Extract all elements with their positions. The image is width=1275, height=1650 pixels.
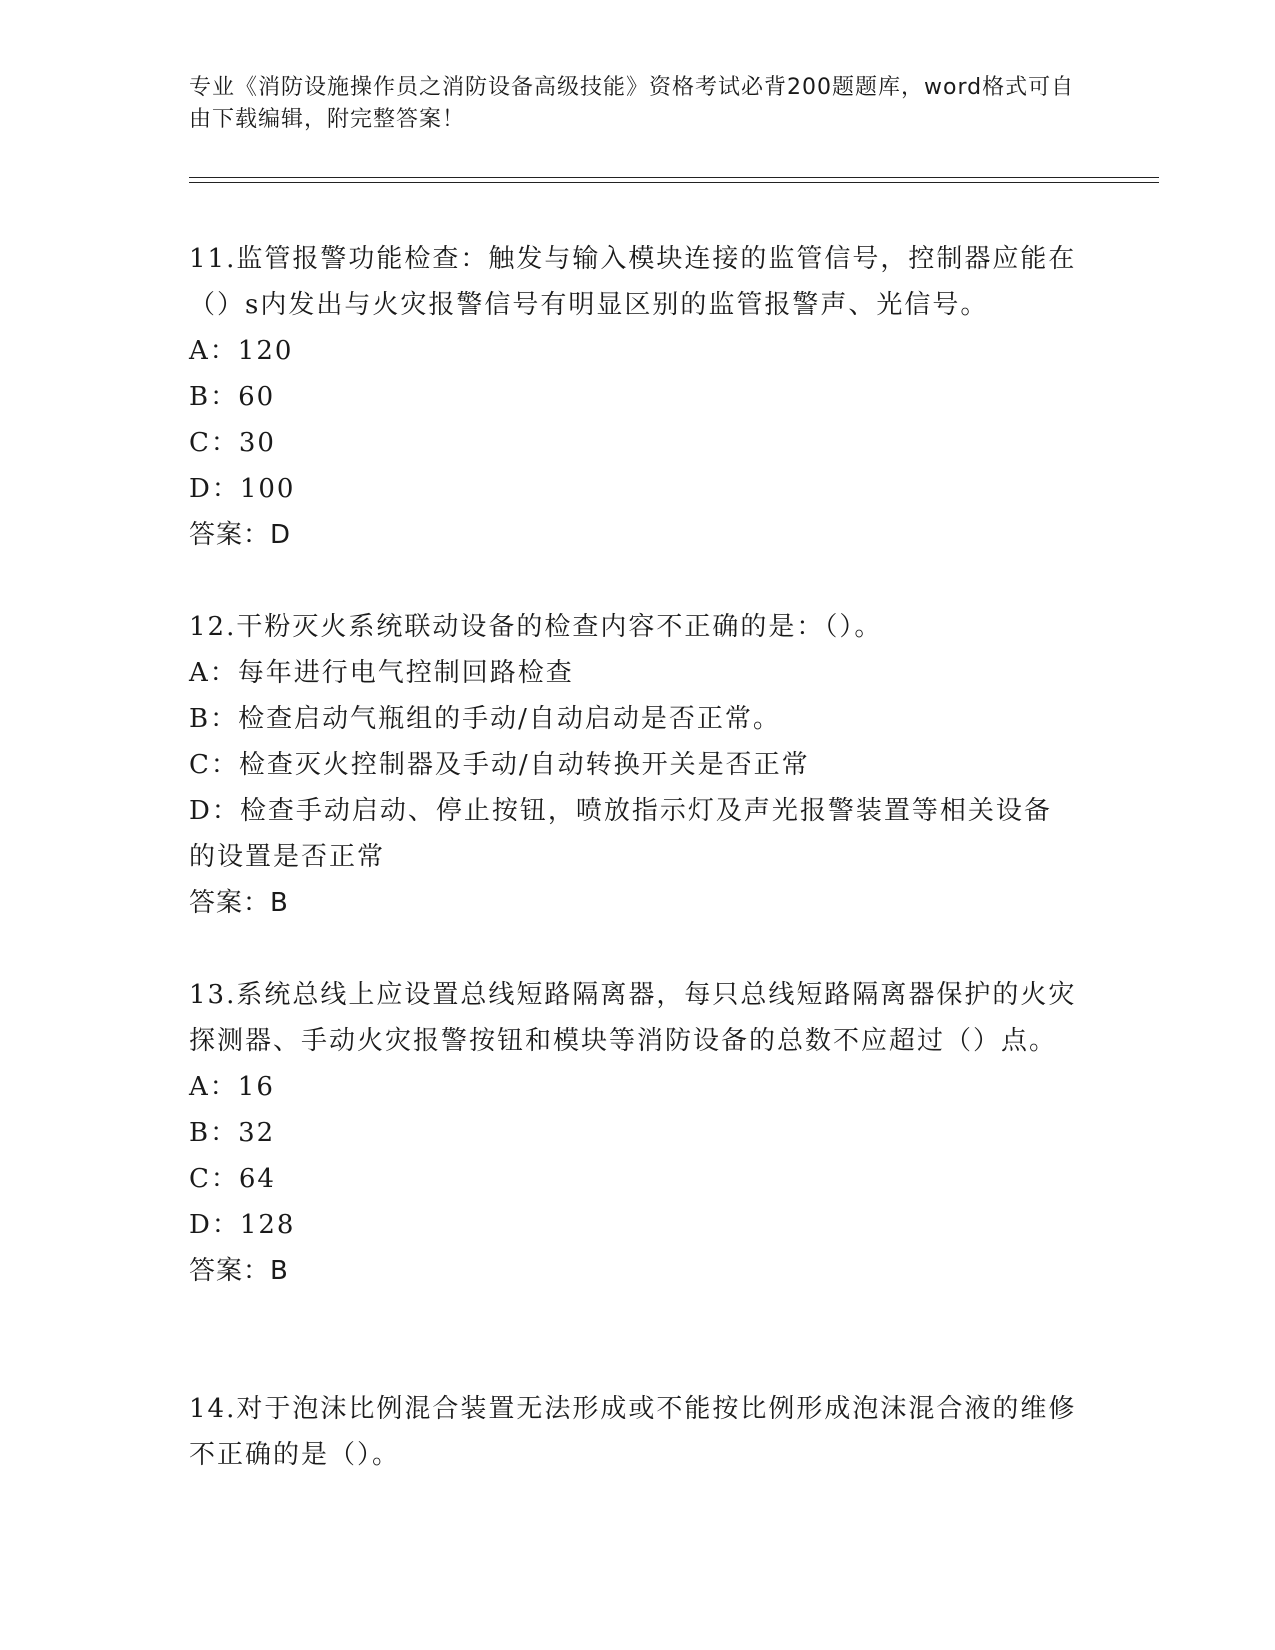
option-d: D：检查手动启动、停止按钮，喷放指示灯及声光报警装置等相关设备的设置是否正常 — [189, 796, 1052, 872]
answer: 答案：B — [189, 1256, 289, 1286]
option-c: C：64 — [189, 1164, 276, 1194]
option-c: C：30 — [189, 428, 276, 458]
option-d: D：128 — [189, 1210, 296, 1240]
option-a: A：120 — [189, 336, 294, 366]
question-14 — [189, 1386, 1079, 1478]
option-c: C：检查灭火控制器及手动/自动转换开关是否正常 — [189, 750, 810, 780]
question-stem: 14.对于泡沫比例混合装置无法形成或不能按比例形成泡沫混合液的维修不正确的是（）。 — [189, 1394, 1077, 1470]
answer: 答案：D — [189, 520, 292, 550]
header-divider-top — [189, 177, 1159, 178]
header-divider-bottom — [189, 182, 1159, 183]
option-a: A：16 — [189, 1072, 275, 1102]
question-12 — [189, 604, 1079, 926]
question-stem: 13.系统总线上应设置总线短路隔离器，每只总线短路隔离器保护的火灾探测器、手动火灾报警按钮和模块等消防设备的总数不应超过（）点。 — [189, 980, 1077, 1056]
option-b: B：60 — [189, 382, 276, 412]
question-11 — [189, 236, 1079, 558]
question-stem: 11.监管报警功能检查：触发与输入模块连接的监管信号，控制器应能在（）s内发出与火灾报警信号有明显区别的监管报警声、光信号。 — [189, 244, 1077, 320]
question-stem: 12.干粉灭火系统联动设备的检查内容不正确的是：（）。 — [189, 612, 883, 642]
option-b: B：检查启动气瓶组的手动/自动启动是否正常。 — [189, 704, 781, 734]
option-b: B：32 — [189, 1118, 276, 1148]
answer: 答案：B — [189, 888, 289, 918]
option-a: A：每年进行电气控制回路检查 — [189, 658, 574, 688]
option-d: D：100 — [189, 474, 296, 504]
document-intro: 专业《消防设施操作员之消防设备高级技能》资格考试必背200题题库，word格式可自由下载编辑，附完整答案！ — [189, 75, 1075, 132]
question-13 — [189, 972, 1079, 1294]
